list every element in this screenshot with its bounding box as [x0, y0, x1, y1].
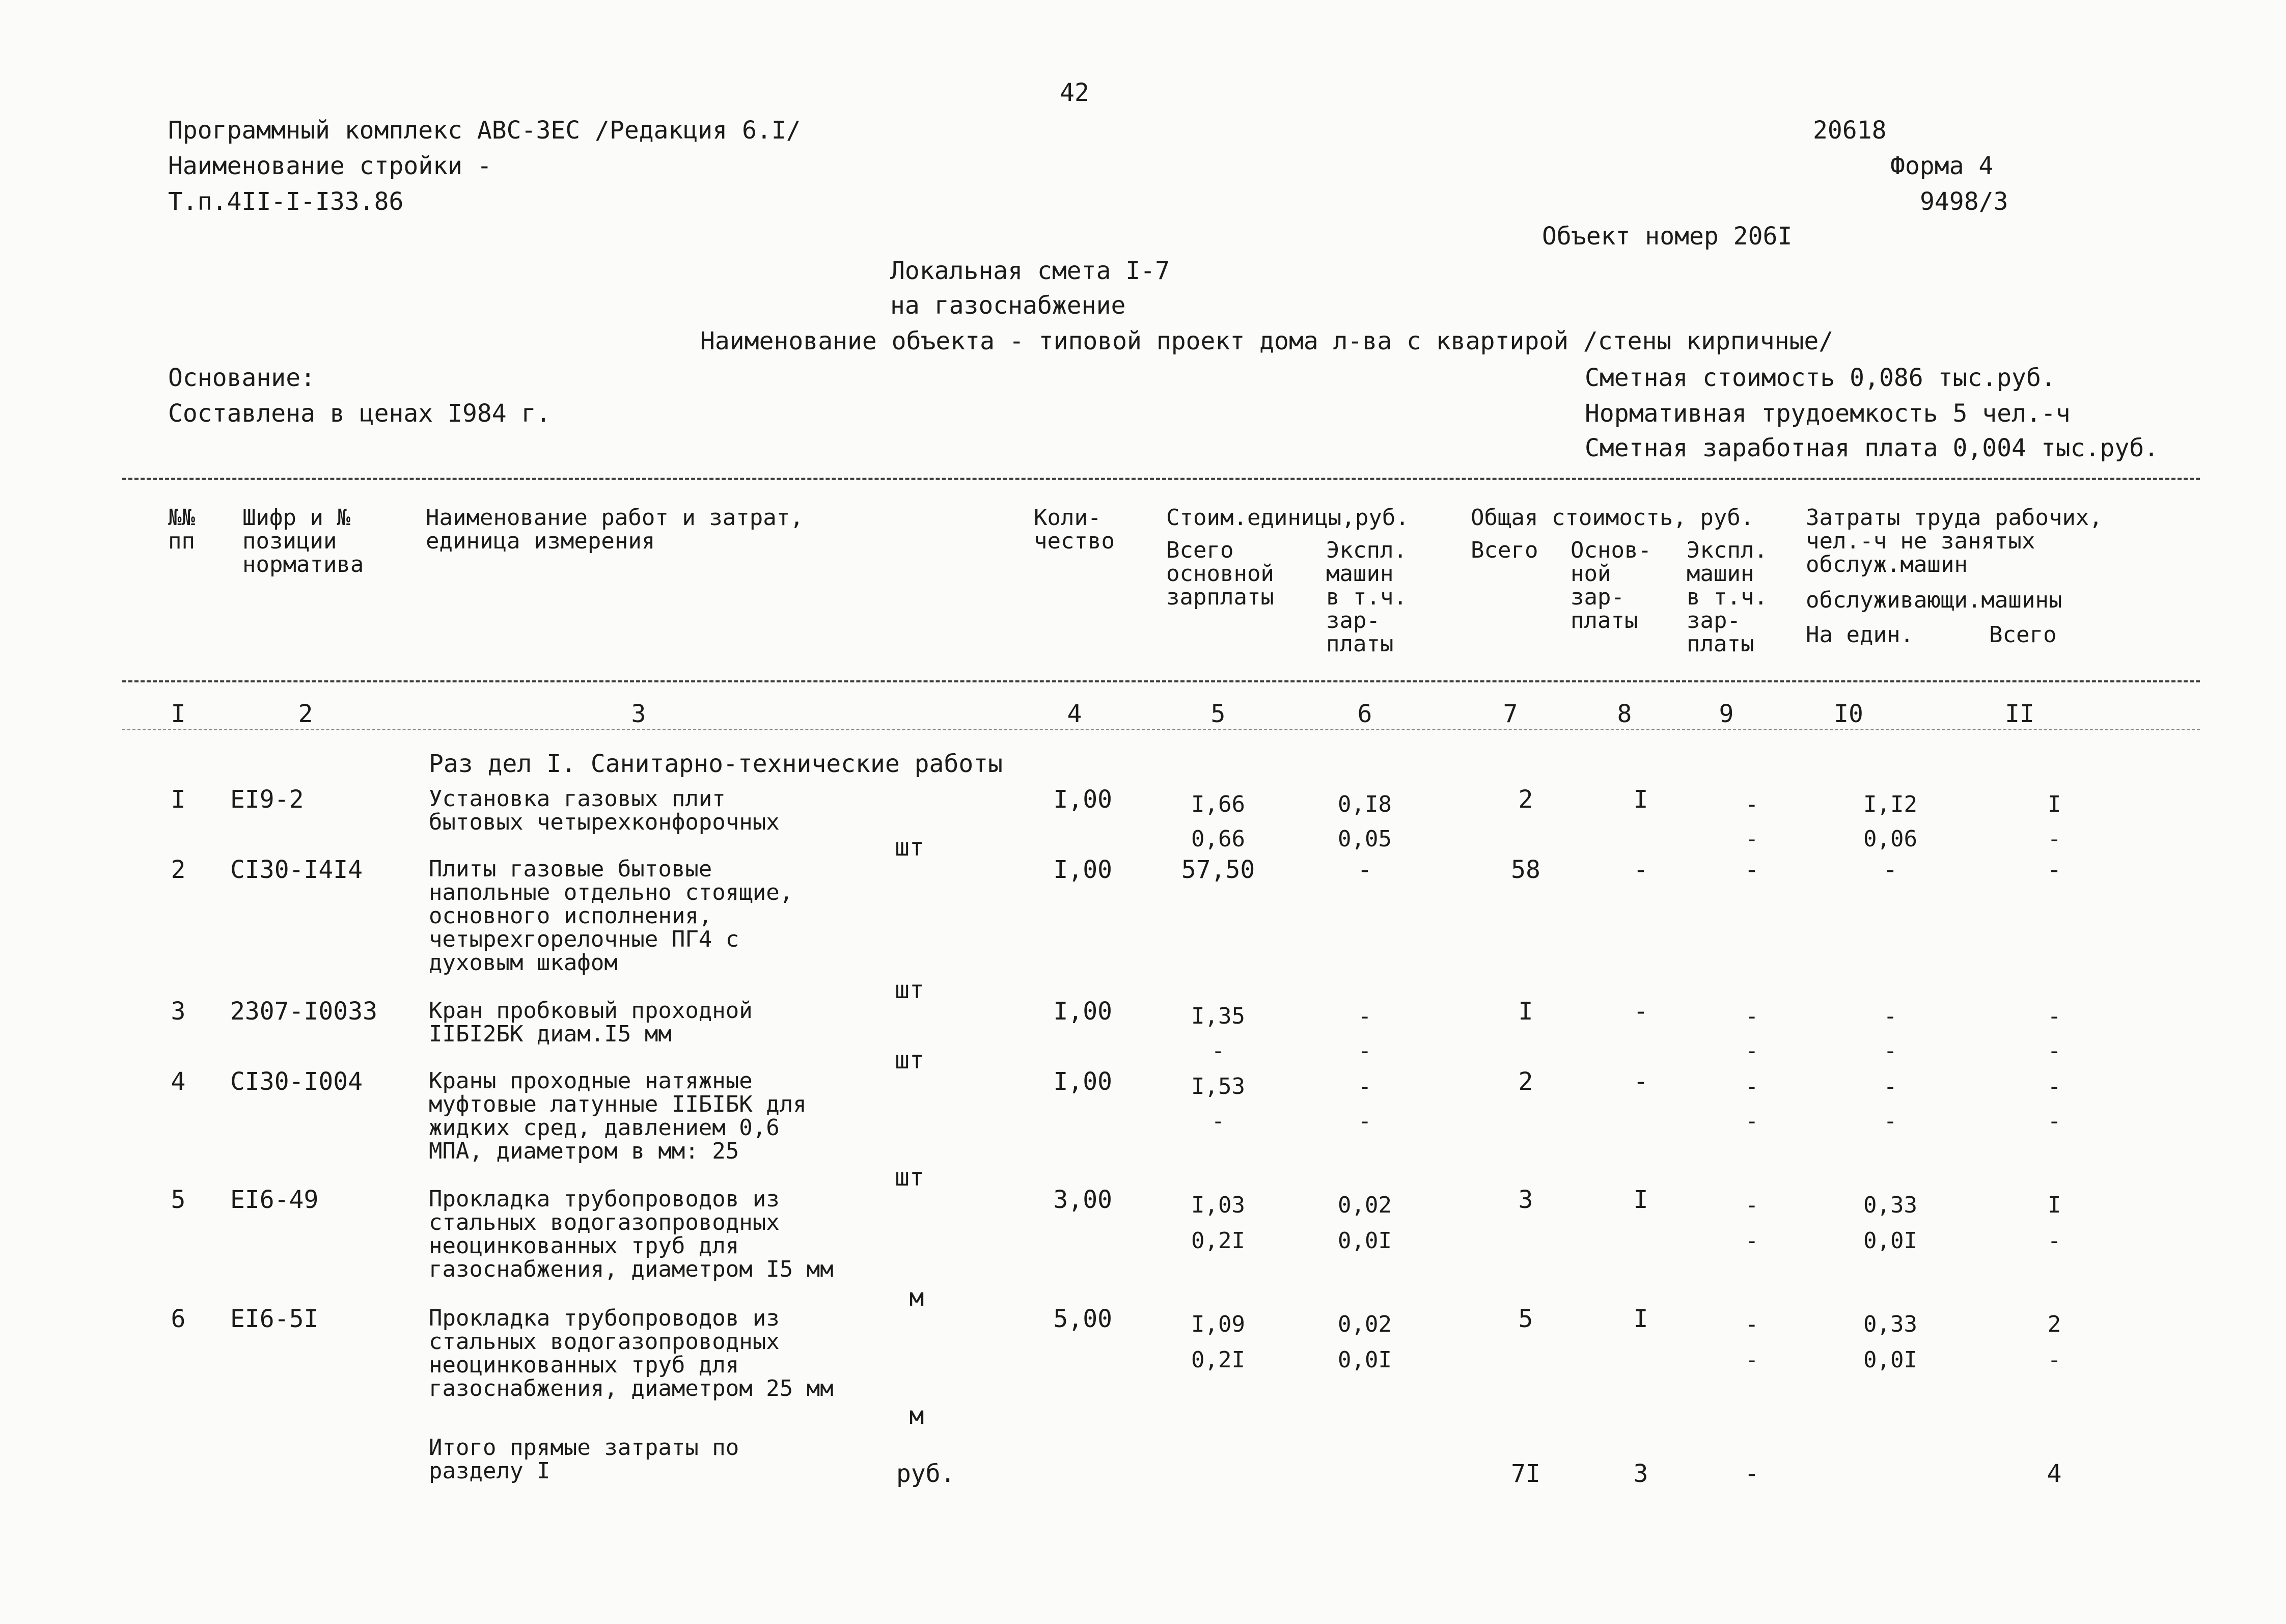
software-line: Программный комплекс АВС-3ЕС /Редакция 6.I/ — [168, 116, 801, 145]
row-unit-cost: I,09 0,2I — [1191, 1311, 1245, 1373]
row-code: CI30-I004 — [230, 1067, 363, 1096]
row-unit-machines: 0,I8 0,05 — [1338, 791, 1392, 852]
row-base-wages: I — [1633, 1305, 1648, 1333]
row-unit-cost: I,35 - — [1191, 1003, 1245, 1064]
row-labor-total: - - — [2047, 1003, 2061, 1064]
page-number: 42 — [1060, 78, 1089, 107]
col-header-total-machines: Экспл. машин в т.ч. зар- платы — [1687, 537, 1768, 657]
row-labor-total: I - — [2047, 1192, 2061, 1254]
project-code: Т.п.4II-I-I33.86 — [168, 187, 404, 216]
object-name: Наименование объекта - типовой проект дома л-ва с квартирой /стены кирпичные/ — [700, 327, 1834, 355]
col-number: 5 — [1210, 700, 1226, 728]
row-base-wages: I — [1633, 785, 1648, 814]
row-labor-total: - — [2047, 856, 2062, 884]
row-number: 4 — [171, 1067, 186, 1096]
row-name: Плиты газовые бытовые напольные отдельно стоящие, основного исполнения, четырехгорелочные ПГ4 с духовым шкафом — [429, 856, 793, 976]
row-labor-total: - - — [2047, 1074, 2061, 1134]
row-machines: - - — [1745, 1311, 1759, 1373]
total-label: Итого прямые затраты по разделу I — [429, 1435, 739, 1484]
row-unit: шт — [895, 833, 924, 862]
row-labor-per-unit: 0,33 0,0I — [1863, 1192, 1917, 1254]
col-number: 2 — [298, 700, 313, 728]
col-header-unit-machines: Экспл. машин в т.ч. зар- платы — [1326, 537, 1407, 657]
row-total: 58 — [1511, 856, 1540, 884]
table-top-rule — [122, 478, 2200, 480]
estimate-title: Локальная смета I-7 — [890, 257, 1170, 285]
estimated-wages: Сметная заработная плата 0,004 тыс.руб. — [1585, 434, 2159, 462]
col-number: 6 — [1357, 700, 1372, 728]
prices-year: Составлена в ценах I984 г. — [168, 399, 551, 428]
row-quantity: I,00 — [1053, 785, 1112, 814]
col-header-name: Наименование работ и затрат, единица измерения — [426, 505, 804, 554]
row-labor-per-unit: - — [1883, 856, 1898, 884]
row-unit: шт — [895, 1046, 924, 1075]
row-code: EI6-49 — [230, 1186, 319, 1214]
row-code: EI6-5I — [230, 1305, 319, 1333]
row-number: 6 — [171, 1305, 186, 1333]
doc-code: 20618 — [1813, 116, 1887, 145]
row-unit: м — [909, 1401, 924, 1430]
row-number: I — [171, 785, 186, 814]
row-unit-machines: 0,02 0,0I — [1338, 1192, 1392, 1254]
form-code: 9498/3 — [1920, 187, 2008, 216]
total-cost: 7I — [1511, 1460, 1540, 1488]
total-unit: руб. — [896, 1460, 955, 1488]
row-labor-total: I - — [2047, 791, 2061, 852]
col-number: 9 — [1719, 700, 1734, 728]
row-name: Прокладка трубопроводов из стальных водогазопроводных неоцинкованных труб для газоснабжения, диаметром 25 мм — [429, 1305, 834, 1401]
row-total: I — [1518, 997, 1533, 1026]
row-unit: шт — [895, 1163, 924, 1192]
row-base-wages: I — [1633, 1186, 1648, 1214]
col-number: 3 — [631, 700, 646, 728]
row-labor-per-unit: I,I2 0,06 — [1863, 791, 1917, 852]
col-header-labor-machines: обслуживающи.машины — [1806, 587, 2062, 613]
col-number: I — [171, 700, 186, 728]
basis-label: Основание: — [168, 364, 315, 392]
row-unit-machines: 0,02 0,0I — [1338, 1311, 1392, 1373]
row-unit-cost: I,66 0,66 — [1191, 791, 1245, 852]
row-number: 3 — [171, 997, 186, 1026]
row-labor-per-unit: - - — [1883, 1074, 1897, 1134]
row-name: Установка газовых плит бытовых четырехконфорочных — [429, 786, 780, 835]
row-unit-machines: - — [1357, 856, 1372, 884]
form-label: Форма 4 — [1890, 152, 1994, 180]
total-base-wages: 3 — [1633, 1460, 1648, 1488]
object-number: Объект номер 206I — [1542, 222, 1793, 251]
col-header-unit-total: Всего основной зарплаты — [1166, 537, 1274, 610]
row-number: 5 — [171, 1186, 186, 1214]
col-number: 8 — [1617, 700, 1632, 728]
col-header-labor: Затраты труда рабочих, чел.-ч не занятых обслуж.машин — [1806, 505, 2103, 577]
col-header-labor-total: Всего — [1989, 622, 2057, 648]
col-header-total-cost: Общая стоимость, руб. — [1471, 505, 1754, 531]
row-quantity: I,00 — [1053, 997, 1112, 1026]
col-number: 7 — [1503, 700, 1518, 728]
row-total: 2 — [1518, 785, 1533, 814]
row-unit-machines: - - — [1358, 1074, 1372, 1134]
row-labor-total: 2 - — [2047, 1311, 2061, 1373]
row-labor-per-unit: 0,33 0,0I — [1863, 1311, 1917, 1373]
row-machines: - - — [1745, 1074, 1759, 1134]
row-name: Кран пробковый проходной IIБI2БК диам.I5 мм — [429, 998, 753, 1047]
col-number: 4 — [1067, 700, 1082, 728]
row-unit-machines: - - — [1358, 1003, 1372, 1064]
row-machines: - — [1744, 856, 1759, 884]
row-labor-per-unit: - - — [1883, 1003, 1897, 1064]
estimated-cost: Сметная стоимость 0,086 тыс.руб. — [1585, 364, 2056, 392]
row-unit-cost: I,03 0,2I — [1191, 1192, 1245, 1254]
row-quantity: I,00 — [1053, 1067, 1112, 1096]
row-name: Краны проходные натяжные муфтовые латунные IIБIБК для жидких сред, давлением 0,6 МПА, диаметром в мм: 25 — [429, 1068, 807, 1164]
row-unit-cost: 57,50 — [1181, 856, 1255, 884]
col-header-number: №№ пп — [168, 505, 195, 554]
row-base-wages: - — [1633, 1067, 1648, 1096]
row-base-wages: - — [1633, 997, 1648, 1026]
col-header-total: Всего — [1471, 537, 1538, 563]
col-header-unit-cost: Стоим.единицы,руб. — [1166, 505, 1409, 531]
row-quantity: 3,00 — [1053, 1186, 1112, 1214]
row-machines: - - — [1745, 791, 1759, 852]
col-header-code: Шифр и № позиции норматива — [242, 505, 364, 577]
row-unit: м — [909, 1283, 924, 1312]
col-header-per-unit: На един. — [1806, 622, 1914, 648]
row-base-wages: - — [1633, 856, 1648, 884]
table-header-rule — [122, 680, 2200, 682]
row-unit: шт — [895, 976, 924, 1004]
row-name: Прокладка трубопроводов из стальных водогазопроводных неоцинкованных труб для газоснабжения, диаметром I5 мм — [429, 1186, 834, 1282]
row-quantity: I,00 — [1053, 856, 1112, 884]
estimate-subject: на газоснабжение — [890, 291, 1126, 320]
col-header-base-wages: Основ- ной зар- платы — [1571, 537, 1651, 634]
row-quantity: 5,00 — [1053, 1305, 1112, 1333]
construction-label: Наименование стройки - — [168, 152, 492, 180]
col-header-quantity: Коли- чество — [1034, 505, 1115, 554]
total-labor: 4 — [2047, 1460, 2062, 1488]
row-unit-cost: I,53 - — [1191, 1074, 1245, 1134]
row-code: EI9-2 — [230, 785, 304, 814]
row-machines: - - — [1745, 1192, 1759, 1254]
column-number-rule — [122, 729, 2200, 730]
section-title: Раз дел I. Санитарно-технические работы — [429, 750, 1003, 778]
labor-intensity: Нормативная трудоемкость 5 чел.-ч — [1585, 399, 2071, 428]
row-total: 2 — [1518, 1067, 1533, 1096]
row-code: 2307-I0033 — [230, 997, 377, 1026]
row-total: 3 — [1518, 1186, 1533, 1214]
col-number: I0 — [1834, 700, 1863, 728]
row-number: 2 — [171, 856, 186, 884]
row-total: 5 — [1518, 1305, 1533, 1333]
row-machines: - - — [1745, 1003, 1759, 1064]
row-code: CI30-I4I4 — [230, 856, 363, 884]
col-number: II — [2005, 700, 2034, 728]
total-machines: - — [1744, 1460, 1759, 1488]
